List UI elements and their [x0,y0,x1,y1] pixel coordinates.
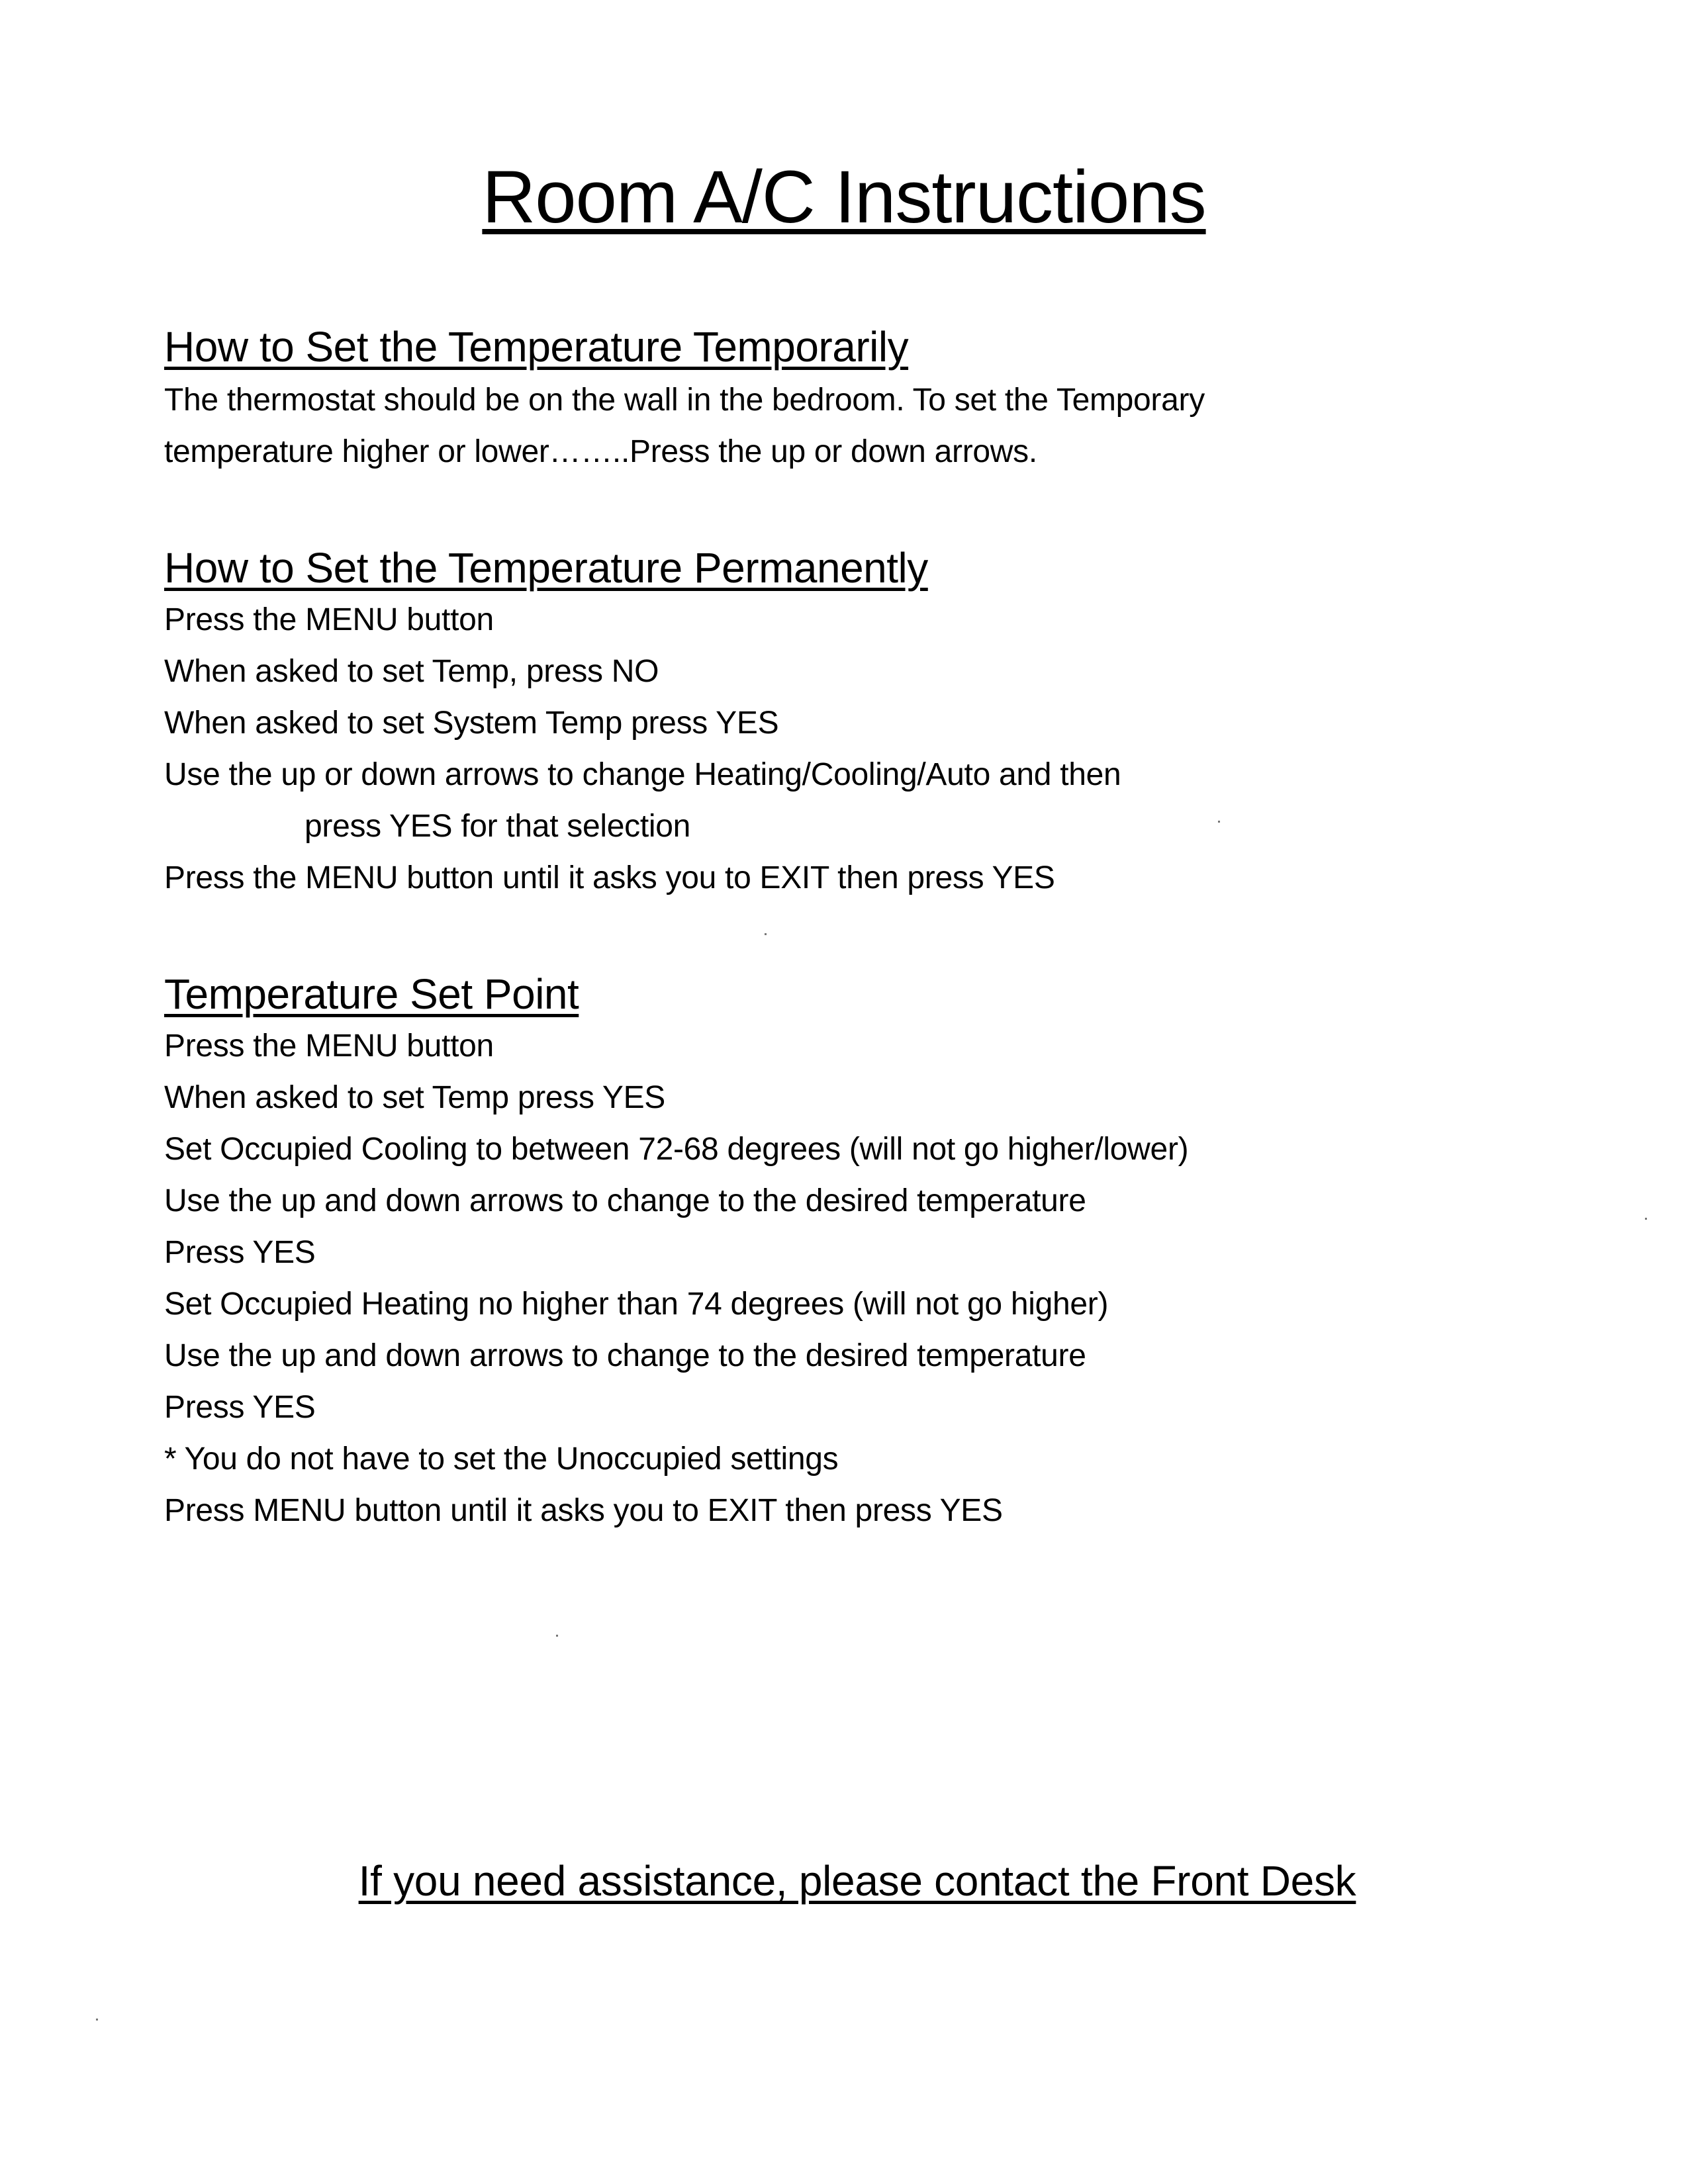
section-heading-text: Temperature Set Point [164,970,579,1018]
instruction-line: When asked to set System Temp press YES [164,705,779,741]
instruction-line: When asked to set Temp, press NO [164,654,659,689]
section-set-point [164,968,1587,1537]
scan-speck [1218,821,1220,823]
scan-speck [96,2019,98,2021]
instruction-line: Press the MENU button until it asks you to EXIT then press YES [164,860,1055,895]
section-heading [164,541,1587,594]
section-temporary [164,320,1587,478]
instruction-line: Press YES [164,1235,316,1270]
instruction-line: When asked to set Temp press YES [164,1080,666,1115]
section-heading-text: How to Set the Temperature Permanently [164,544,928,592]
instruction-line: Set Occupied Heating no higher than 74 degrees (will not go higher) [164,1287,1109,1322]
instruction-line: Use the up or down arrows to change Heating/Cooling/Auto and then [164,757,1121,792]
instruction-line: Set Occupied Cooling to between 72-68 degrees (will not go higher/lower) [164,1132,1189,1167]
section-heading [164,968,1587,1021]
instruction-line-indented: press YES for that selection [305,809,691,844]
instruction-line: Press the MENU button [164,1028,494,1064]
assistance-footer [0,1854,1688,1907]
instruction-line: temperature higher or lower……..Press the up or down arrows. [164,434,1037,469]
page-title [0,151,1688,244]
instruction-line: Use the up and down arrows to change to the desired temperature [164,1338,1086,1373]
note-line: * You do not have to set the Unoccupied settings [164,1441,839,1477]
instruction-line: Press the MENU button [164,602,494,637]
assistance-footer-text: If you need assistance, please contact the Front Desk [358,1857,1356,1905]
scan-speck [765,933,767,935]
instruction-line: Use the up and down arrows to change to the desired temperature [164,1183,1086,1218]
section-heading [164,320,1587,373]
section-heading-text: How to Set the Temperature Temporarily [164,323,909,371]
instruction-line: Press MENU button until it asks you to EXIT then press YES [164,1493,1003,1528]
instruction-line: The thermostat should be on the wall in the bedroom. To set the Temporary [164,383,1205,418]
section-permanent [164,541,1587,904]
page-title-text: Room A/C Instructions [482,156,1206,238]
scan-speck [1645,1218,1647,1220]
instruction-line: Press YES [164,1390,316,1425]
scan-speck [556,1635,558,1637]
